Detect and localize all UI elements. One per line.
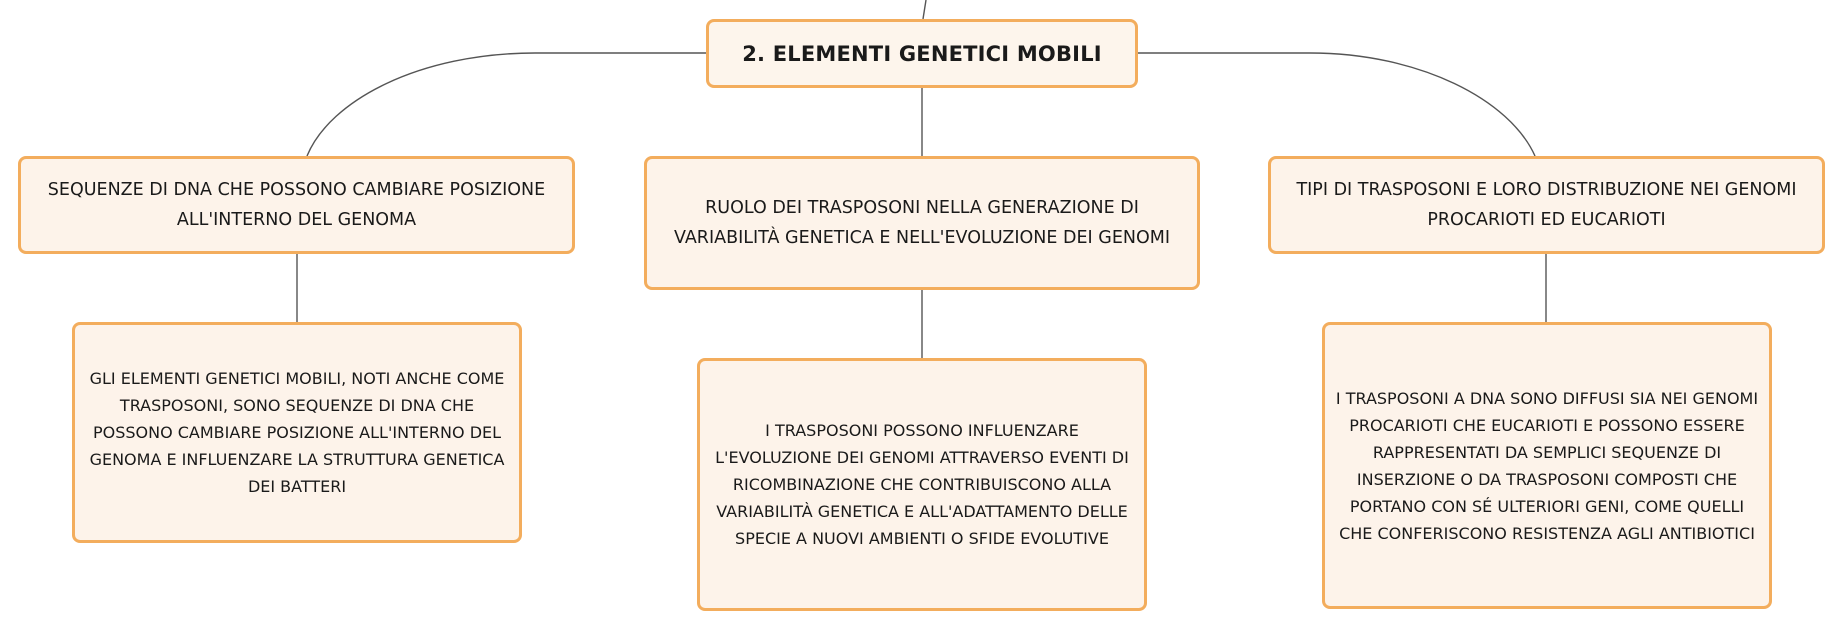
detail-node-dna-sequences[interactable] bbox=[72, 322, 522, 543]
branch-node-transposon-role[interactable] bbox=[644, 156, 1200, 290]
branch-node-label: TIPI DI TRASPOSONI E LORO DISTRIBUZIONE NEI GENOMI PROCARIOTI ED EUCARIOTI bbox=[1296, 180, 1797, 230]
root-node[interactable] bbox=[706, 19, 1138, 88]
branch-node-transposon-types[interactable] bbox=[1268, 156, 1825, 254]
branch-node-label: SEQUENZE DI DNA CHE POSSONO CAMBIARE POSIZIONE ALL'INTERNO DEL GENOMA bbox=[47, 180, 546, 230]
branch-node-label: RUOLO DEI TRASPOSONI NELLA GENERAZIONE DI VARIABILITÀ GENETICA E NELL'EVOLUZIONE DEI GENOMI bbox=[673, 198, 1170, 248]
root-node-label: 2. ELEMENTI GENETICI MOBILI bbox=[742, 41, 1102, 66]
connector-to-parent bbox=[923, 0, 926, 19]
detail-node-text: I TRASPOSONI A DNA SONO DIFFUSI SIA NEI GENOMI PROCARIOTI CHE EUCARIOTI E POSSONO ESSERE RAPPRESENTATI DA SEMPLICI SEQUENZE DI INSERZIONE O DA TRASPOSONI COMPOSTI CHE PORTANO CON SÉ ULTERIORI GENI, COME QUELLI CHE CONFERISCONO RESISTENZA AGLI ANTIBIOTICI bbox=[1335, 388, 1759, 543]
connector-root-to-branch-3 bbox=[1138, 53, 1535, 156]
connector-root-to-branch-1 bbox=[307, 53, 706, 156]
detail-node-text: I TRASPOSONI POSSONO INFLUENZARE L'EVOLUZIONE DEI GENOMI ATTRAVERSO EVENTI DI RICOMBINAZIONE CHE CONTRIBUISCONO ALLA VARIABILITÀ GENETICA E ALL'ADATTAMENTO DELLE SPECIE A NUOVI AMBIENTI O SFIDE EVOLUTIVE bbox=[715, 421, 1129, 548]
detail-node-transposon-types[interactable] bbox=[1322, 322, 1772, 609]
branch-node-dna-sequences[interactable] bbox=[18, 156, 575, 254]
detail-node-transposon-role[interactable] bbox=[697, 358, 1147, 611]
detail-node-text: GLI ELEMENTI GENETICI MOBILI, NOTI ANCHE COME TRASPOSONI, SONO SEQUENZE DI DNA CHE POSSONO CAMBIARE POSIZIONE ALL'INTERNO DEL GENOMA E INFLUENZARE LA STRUTTURA GENETICA DEI BATTERI bbox=[89, 369, 505, 496]
